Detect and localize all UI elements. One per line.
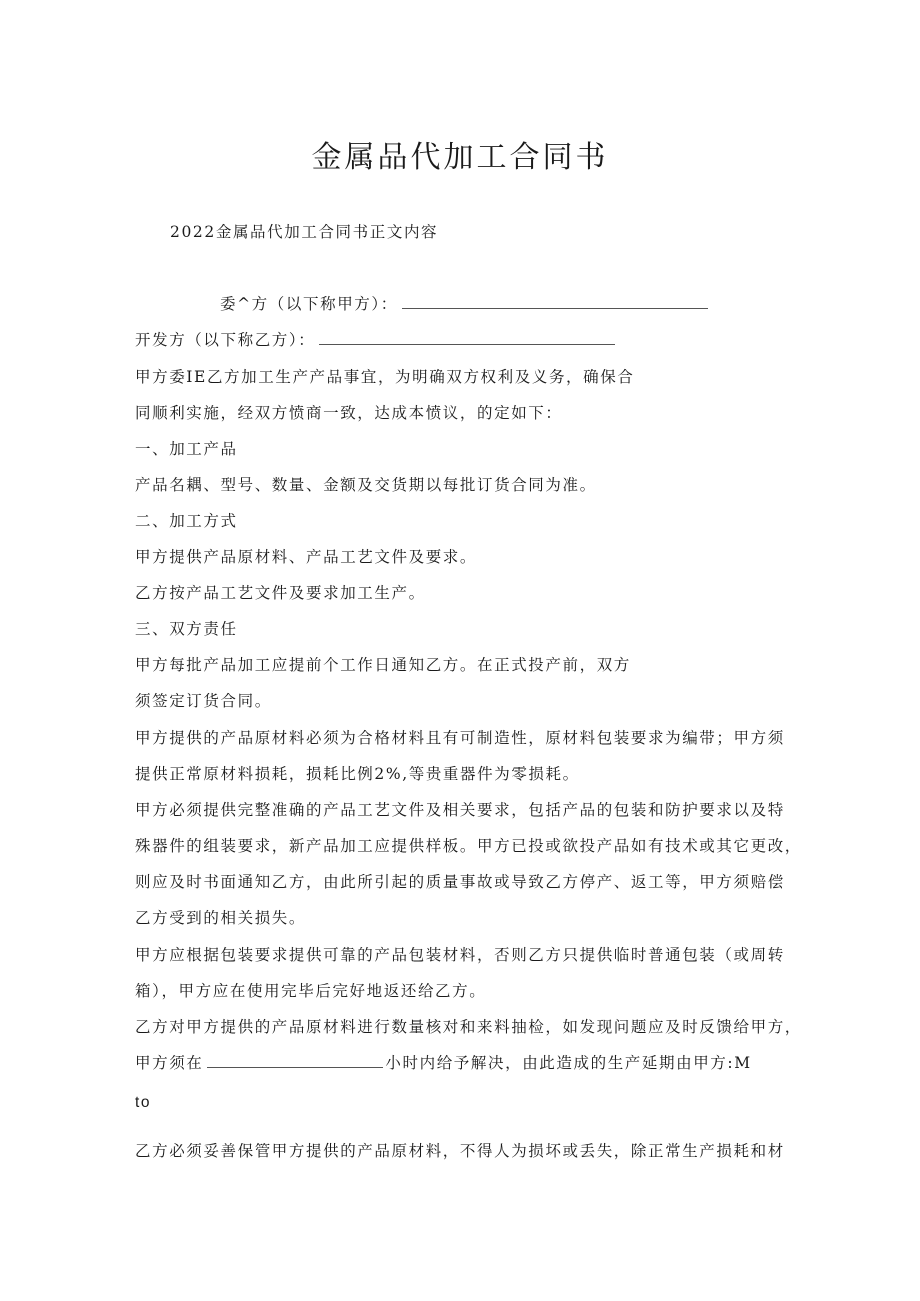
section-2-text-1: 甲方提供产品原材料、产品工艺文件及要求。 xyxy=(135,548,478,566)
section-3-para-5-line-3: to xyxy=(135,1094,152,1111)
intro-line-2: 同顺利实施，经双方愤商一致，达成本愤议，的定如下： xyxy=(135,404,563,422)
section-3-para-4-line-1: 甲方应根据包装要求提供可靠的产品包装材料，否则乙方只提供临时普通包装（或周转 xyxy=(135,946,785,964)
section-3-para-3-line-2: 殊器件的组装要求，新产品加工应提供样板。甲方已投或欲投产品如有技术或其它更改， xyxy=(135,837,802,855)
intro-line-1: 甲方委IE乙方加工生产产品事宜，为明确双方权利及义务，确保合 xyxy=(135,368,635,386)
section-3-heading: 三、双方责任 xyxy=(135,620,238,638)
section-3-para-2-line-2: 提供正常原材料损耗，损耗比例2%,等贵重器件为零损耗。 xyxy=(135,765,580,783)
hours-blank xyxy=(207,1066,383,1068)
section-3-para-2-line-1: 甲方提供的产品原材料必须为合格材料且有可制造性，原材料包装要求为编带；甲方须 xyxy=(135,729,785,747)
section-3-para-5-line-2 xyxy=(135,1052,752,1074)
deadline-prefix: 甲方须在 xyxy=(135,1054,204,1072)
section-3-para-5-line-1: 乙方对甲方提供的产品原材料进行数量核对和来料抽检，如发现问题应及时反馈给甲方， xyxy=(135,1018,802,1036)
developer-name-blank xyxy=(319,343,615,345)
client-label: 委^方（以下称甲方）： xyxy=(220,295,398,313)
section-3-para-6-line-1: 乙方必须妥善保管甲方提供的产品原材料，不得人为损坏或丢失，除正常生产损耗和材 xyxy=(135,1142,785,1160)
client-field-line xyxy=(220,293,710,315)
section-1-heading: 一、加工产品 xyxy=(135,440,238,458)
section-1-text: 产品名耦、型号、数量、金额及交货期以每批订货合同为准。 xyxy=(135,476,597,494)
document-title: 金属品代加工合同书 xyxy=(311,140,609,175)
section-3-para-1-line-1: 甲方每批产品加工应提前个工作日通知乙方。在正式投产前，双方 xyxy=(135,656,631,674)
client-name-blank xyxy=(402,307,708,309)
section-3-para-1-line-2: 须签定订货合同。 xyxy=(135,692,272,710)
developer-label: 开发方（以下称乙方）： xyxy=(135,331,316,349)
section-3-para-4-line-2: 箱），甲方应在使用完毕后完好地返还给乙方。 xyxy=(135,982,487,1000)
deadline-suffix: 小时内给予解决，由此造成的生产延期由甲方:M xyxy=(385,1054,752,1072)
section-2-heading: 二、加工方式 xyxy=(135,512,238,530)
section-3-para-3-line-4: 乙方受到的相关损失。 xyxy=(135,909,307,927)
section-3-para-3-line-3: 则应及时书面通知乙方，由此所引起的质量事故或导致乙方停产、返工等，甲方须赔偿 xyxy=(135,873,785,891)
section-2-text-2: 乙方按产品工艺文件及要求加工生产。 xyxy=(135,584,426,602)
document-subtitle: 2022金属品代加工合同书正文内容 xyxy=(170,223,439,241)
section-3-para-3-line-1: 甲方必须提供完整准确的产品工艺文件及相关要求，包括产品的包装和防护要求以及特 xyxy=(135,801,785,819)
developer-field-line xyxy=(135,329,617,351)
